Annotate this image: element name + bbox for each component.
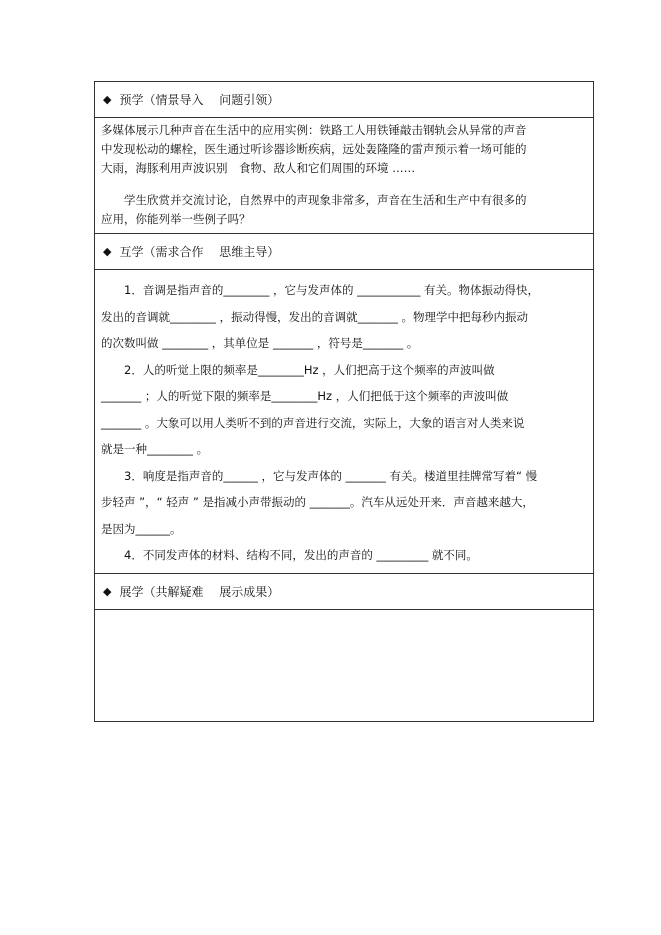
question-2-line: _______ 。大象可以用人类听不到的声音进行交流，实际上，大象的语言对人类来说 xyxy=(101,415,525,430)
mutual-header xyxy=(95,234,593,270)
showcase-answer-area xyxy=(95,610,593,721)
diamond-icon: ◆ xyxy=(103,93,112,106)
intro-line: 大雨，海豚利用声波识别 食物、敌人和它们周围的环境 …… xyxy=(101,161,416,175)
diamond-icon: ◆ xyxy=(103,245,112,258)
question-2-line: _______ ；人的听觉下限的频率是________Hz ，人们把低于这个频率的声波叫做 xyxy=(101,389,509,403)
question-3-line: 步轻声 ”，“ 轻声 ” 是指减小声带振动的 _______。汽车从远处开来．声音越来越大， xyxy=(101,495,534,509)
discussion-line: 应用，你能列举一些例子吗？ xyxy=(101,212,251,226)
discussion-line: 学生欣赏并交流讨论，自然界中的声现象非常多，声音在生活和生产中有很多的 xyxy=(124,193,527,207)
diamond-icon: ◆ xyxy=(103,584,112,598)
showcase-title: 展学（共解疑难 展示成果） xyxy=(119,584,280,599)
question-1-line: 的次数叫做 ________ ，其单位是 _______ ，符号是_______ 。 xyxy=(101,336,419,350)
question-1-line: 1．音调是指声音的________ ，它与发声体的 ___________ 有关。物体振动得快， xyxy=(124,283,540,297)
preview-header xyxy=(95,82,593,118)
preview-content xyxy=(95,118,593,234)
question-2-line: 2．人的听觉上限的频率是________Hz ，人们把高于这个频率的声波叫做 xyxy=(124,362,495,377)
question-3-line: 是因为______。 xyxy=(101,521,182,536)
intro-line: 多媒体展示几种声音在生活中的应用实例：铁路工人用铁锤敲击钢轨会从异常的声音 xyxy=(101,123,527,137)
intro-line: 中发现松动的螺栓，医生通过听诊器诊断疾病，远处轰隆隆的雷声预示着一场可能的 xyxy=(101,142,527,156)
showcase-header xyxy=(95,574,593,610)
question-2-line: 就是一种________ 。 xyxy=(101,442,209,456)
mutual-title: 互学（需求合作 思维主导） xyxy=(119,245,280,259)
question-1-line: 发出的音调就________ ，振动得慢，发出的音调就_______ 。物理学中把每秒内振动 xyxy=(101,309,529,324)
question-3-line: 3．响度是指声音的______ ，它与发声体的 _______ 有关。楼道里挂牌常写着“ 慢 xyxy=(124,468,538,483)
preview-title: 预学（情景导入 问题引领） xyxy=(119,93,280,107)
worksheet-table xyxy=(94,81,594,722)
question-4-line: 4．不同发声体的材料、结构不同，发出的声音的 _________ 就不同。 xyxy=(124,548,478,562)
mutual-questions xyxy=(95,270,593,574)
